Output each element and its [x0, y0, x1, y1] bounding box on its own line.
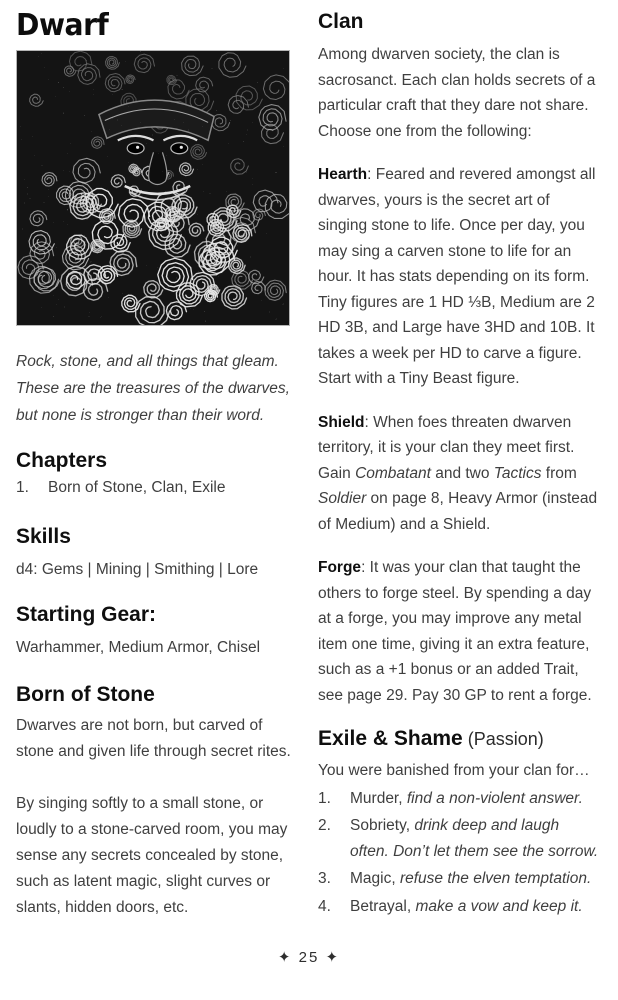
- born-of-stone-paragraph-2: By singing softly to a small stone, or loudly to a stone-carved room, you may sense any secrets concealed by stone, such as latent magic, slight curves or slants, hidden doors, etc.: [16, 794, 288, 916]
- exile-shame-heading-main: Exile & Shame: [318, 727, 463, 750]
- clan-option-hearth: Hearth: Feared and revered amongst all dwarves, yours is the secret art of singing stone to life. Once per day, you may sing a carven stone to life for an hour. It has stats depending on its form. Tiny figures are 1 HD ⅓B, Medium are 2 HD 3B, and Large have 3HD and 10B. It takes a week per HD to carve a figure. Start with a Tiny Beast figure.: [318, 166, 596, 387]
- exile-item-2-text: Sobriety, drink deep and laugh often. Don’t let them see the sorrow.: [350, 817, 599, 860]
- skills-line: d4: Gems | Mining | Smithing | Lore: [16, 560, 259, 578]
- flavor-text: Rock, stone, and all things that gleam. These are the treasures of the dwarves, but none is stronger than their word.: [16, 353, 290, 424]
- born-of-stone-paragraph-1: Dwarves are not born, but carved of stone and given life through secret rites.: [16, 716, 291, 760]
- chapters-heading: Chapters: [16, 449, 108, 472]
- exile-item-2: [318, 813, 602, 864]
- page-number: ✦ 25 ✦: [277, 949, 341, 966]
- left-column: [16, 0, 292, 1000]
- exile-shame-heading: [318, 724, 602, 754]
- exile-item-4-text: Betrayal, make a vow and keep it.: [350, 897, 583, 915]
- clan-intro: Among dwarven society, the clan is sacrosanct. Each clan holds secrets of a particular craft that they dare not share. Choose one from the following:: [318, 46, 596, 140]
- clan-option-shield: Shield: When foes threaten dwarven territory, it is your clan they meet first. Gain Combatant and two Tactics from Soldier on page 8, Heavy Armor (instead of Medium) and a Shield.: [318, 413, 598, 533]
- starting-gear-line: Warhammer, Medium Armor, Chisel: [16, 638, 261, 656]
- exile-item-3-text: Magic, refuse the elven temptation.: [350, 870, 592, 887]
- clan-option-forge: Forge: It was your clan that taught the others to forge steel. By spending a day at a forge, you may improve any metal item one time, giving it an extra feature, such as a +1 bonus or an added Trait, see page 29. Pay 30 GP to rent a forge.: [318, 559, 592, 704]
- dwarf-portrait: [16, 50, 290, 326]
- exile-shame-heading-sub: (Passion): [462, 729, 544, 749]
- exile-item-1-text: Murder, find a non-violent answer.: [350, 789, 583, 807]
- starting-gear-heading: Starting Gear:: [16, 602, 157, 626]
- born-of-stone-heading: Born of Stone: [16, 682, 155, 706]
- exile-item-4: [318, 894, 602, 920]
- exile-item-2-number: 2.: [318, 817, 331, 834]
- exile-item-1-number: 1.: [318, 789, 331, 807]
- page-title: Dwarf: [16, 8, 109, 43]
- chapters-item-number: 1.: [16, 479, 29, 496]
- exile-item-1: [318, 786, 602, 812]
- exile-intro: You were banished from your clan for…: [318, 762, 590, 779]
- dwarf-engraving-image: [17, 51, 289, 325]
- skills-heading: Skills: [16, 524, 71, 548]
- right-column: [318, 0, 602, 1000]
- clan-heading: Clan: [318, 10, 364, 33]
- chapters-item: [16, 475, 292, 501]
- exile-item-4-number: 4.: [318, 897, 331, 915]
- exile-item-3: [318, 866, 602, 892]
- exile-item-3-number: 3.: [318, 870, 331, 887]
- chapters-item-text: Born of Stone, Clan, Exile: [48, 479, 226, 496]
